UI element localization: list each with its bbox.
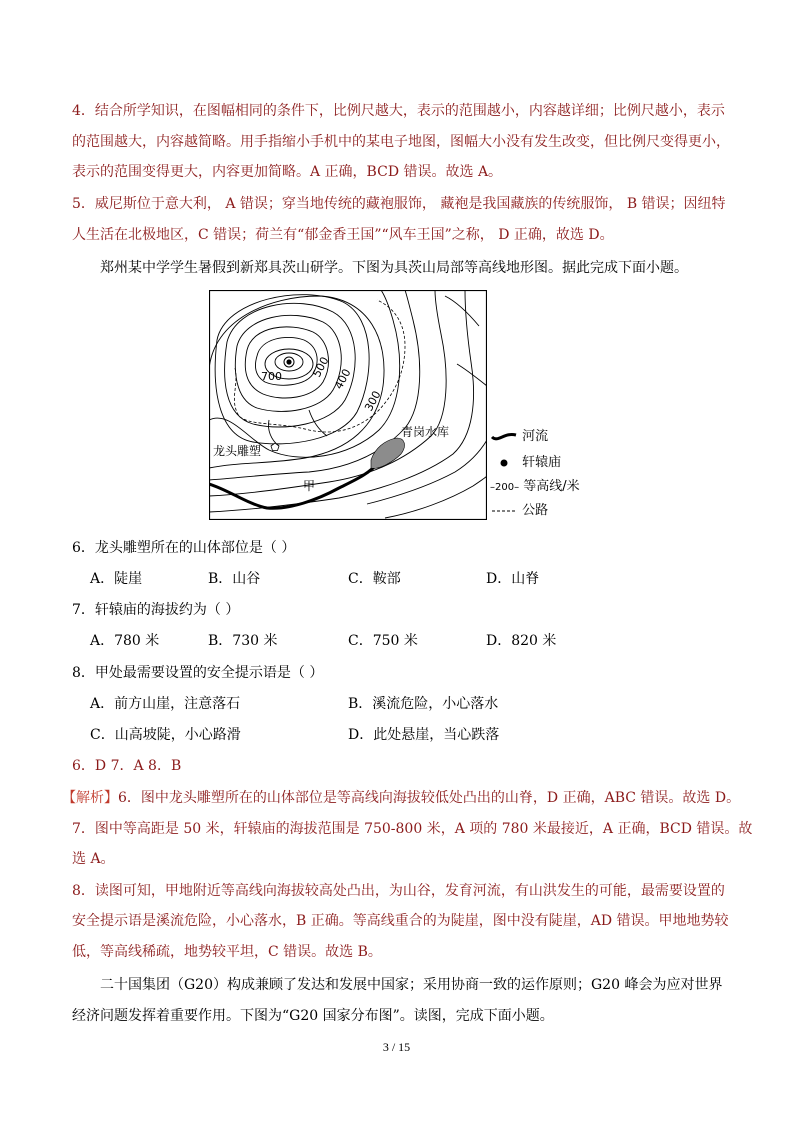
contour-label-500: 500	[310, 354, 332, 380]
option: B．溪流危险，小心落水	[348, 696, 499, 712]
explanation-line: 5．威尼斯位于意大利， A 错误；穿当地传统的藏袍服饰， 藏袍是我国藏族的传统服饰， B 错误；因纽特	[72, 196, 726, 212]
explanation-line: 4．结合所学知识，在图幅相同的条件下，比例尺越大，表示的范围越小，内容越详细；比例尺越小，表示	[72, 103, 725, 119]
road-icon	[490, 504, 518, 518]
analysis-line: 【解析】6．图中龙头雕塑所在的山体部位是等高线向海拔较低处凸出的山脊，D 正确，ABC 错误。故选 D。	[62, 790, 741, 806]
explanation-line: 的范围越大，内容越简略。用手指缩小手机中的某电子地图，图幅大小没有发生改变，但比例尺变得更小，	[72, 134, 730, 150]
contour-map	[209, 290, 487, 520]
reservoir-label: 青岗水库	[401, 425, 450, 439]
contour-label-300: 300	[362, 388, 384, 414]
analysis-line: 安全提示语是溪流危险，小心落水，B 正确。等高线重合的为陡崖，图中没有陡崖，AD 错误。甲地地势较	[72, 913, 729, 929]
legend-temple: 轩辕庙	[490, 454, 561, 472]
answer-key: 6．D 7．A 8．B	[72, 758, 182, 774]
river-icon	[490, 430, 518, 444]
legend-road: 公路	[490, 502, 548, 520]
option: B．山谷	[208, 571, 261, 587]
legend-river: 河流	[490, 428, 548, 446]
g20-intro-line: 二十国集团（G20）构成兼顾了发达和发展中国家；采用协商一致的运作原则；G20 峰会为应对世界	[100, 977, 723, 993]
option: D．820 米	[486, 633, 557, 649]
contour-label-400: 400	[332, 366, 354, 392]
question-stem: 7．轩辕庙的海拔约为（ ）	[72, 602, 240, 618]
contour-label-700: 700	[261, 370, 282, 383]
option: A．陡崖	[90, 571, 143, 587]
question-intro: 郑州某中学学生暑假到新郑具茨山研学。下图为具茨山局部等高线地形图。据此完成下面小题。	[100, 260, 688, 276]
option: A．780 米	[90, 633, 160, 649]
contour-sample-label: 200	[495, 482, 515, 493]
sculpture-label: 龙头雕塑	[213, 444, 262, 458]
option: B．730 米	[208, 633, 278, 649]
option: A．前方山崖，注意落石	[90, 696, 241, 712]
analysis-line: 低，等高线稀疏，地势较平坦，C 错误。故选 B。	[72, 944, 382, 960]
analysis-tag: 【解析】	[62, 790, 118, 806]
option: D．山脊	[486, 571, 540, 587]
point-label: 甲	[303, 479, 316, 493]
option: C．山高坡陡，小心路滑	[90, 727, 241, 743]
legend-contour: –200– 等高线/米	[490, 479, 580, 494]
question-stem: 8．甲处最需要设置的安全提示语是（ ）	[72, 665, 324, 681]
option: C．鞍部	[348, 571, 401, 587]
explanation-line: 表示的范围变得更大，内容更加简略。A 正确，BCD 错误。故选 A。	[72, 164, 503, 180]
analysis-line: 8．读图可知，甲地附近等高线向海拔较高处凸出，为山谷，发育河流，有山洪发生的可能，最需要设置的	[72, 883, 725, 899]
analysis-line: 7．图中等高距是 50 米，轩辕庙的海拔范围是 750-800 米，A 项的 780 米最接近，A 正确，BCD 错误。故	[72, 821, 753, 837]
g20-intro-line: 经济问题发挥着重要作用。下图为“G20 国家分布图”。读图，完成下面小题。	[72, 1008, 554, 1024]
temple-icon	[490, 456, 518, 470]
page-number: 3 / 15	[382, 1040, 411, 1054]
analysis-line: 选 A。	[72, 851, 115, 867]
question-stem: 6．龙头雕塑所在的山体部位是（ ）	[72, 540, 296, 556]
option: C．750 米	[348, 633, 418, 649]
option: D．此处悬崖，当心跌落	[348, 727, 500, 743]
explanation-line: 人生活在北极地区，C 错误；荷兰有“郁金香王国”“风车王国”之称， D 正确，故选 D。	[72, 227, 614, 243]
